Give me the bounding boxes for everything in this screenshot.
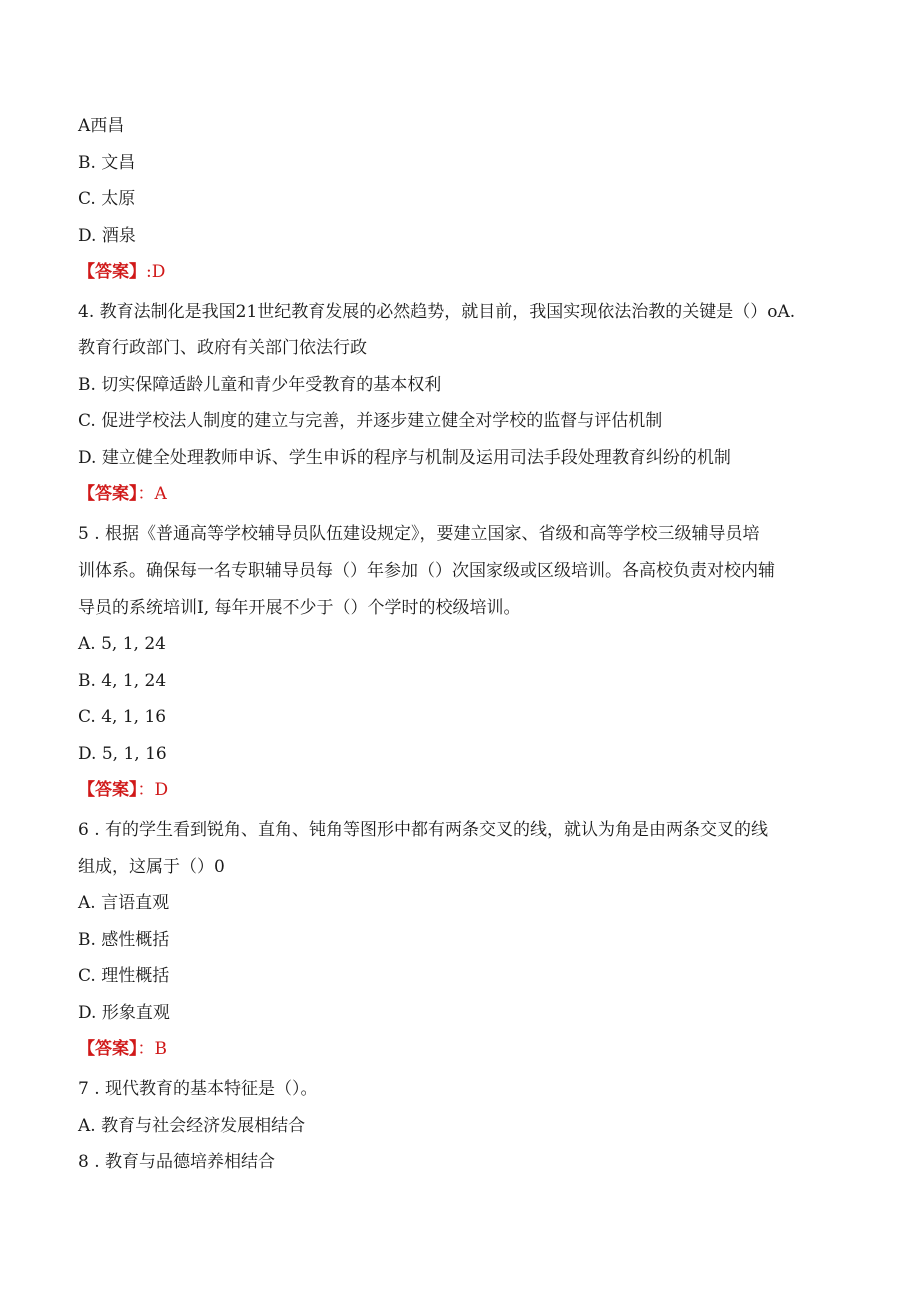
option-c-q6: C. 理性概括 [78,966,170,986]
question-6-line-1: 6 . 有的学生看到锐角、直角、钝角等图形中都有两条交叉的线，就认为角是由两条交叉的线 [78,820,769,840]
question-5-line-1: 5 . 根据《普通高等学校辅导员队伍建设规定》，要建立国家、省级和高等学校三级辅导员培 [78,524,760,544]
answer-label: 【答案】 [78,262,146,282]
option-b-q6: B. 感性概括 [78,930,170,950]
option-c-q4: C. 促进学校法人制度的建立与完善，并逐步建立健全对学校的监督与评估机制 [78,411,663,431]
answer-q6 [78,1039,167,1059]
question-8-line-1: 8 . 教育与品德培养相结合 [78,1152,276,1172]
option-a-q5: A. 5, 1, 24 [78,634,166,654]
answer-label: 【答案】 [78,780,138,800]
question-6-line-2: 组成，这属于（）0 [78,857,225,877]
answer-q4 [78,484,167,504]
option-b-q4: B. 切实保障适龄儿童和青少年受教育的基本权利 [78,375,442,395]
option-b-q5: B. 4, 1, 24 [78,671,167,691]
question-7-line-1: 7 . 现代教育的基本特征是（）。 [78,1079,318,1099]
option-c-q3: C. 太原 [78,189,136,209]
option-d-q3: D. 酒泉 [78,226,136,246]
question-4-line-2: 教育行政部门、政府有关部门依法行政 [78,338,367,358]
option-c-q5: C. 4, 1, 16 [78,707,167,727]
answer-q5 [78,780,168,800]
question-5-line-2: 训体系。确保每一名专职辅导员每（）年参加（）次国家级或区级培训。各高校负责对校内辅 [78,561,775,581]
option-d-q6: D. 形象直观 [78,1003,170,1023]
option-d-q5: D. 5, 1, 16 [78,744,167,764]
option-a-q7: A. 教育与社会经济发展相结合 [78,1116,306,1136]
answer-label: 【答案】 [78,484,138,504]
question-5-line-3: 导员的系统培训I, 每年开展不少于（）个学时的校级培训。 [78,598,521,618]
option-a-q6: A. 言语直观 [78,893,170,913]
answer-value: ：D [137,780,169,800]
option-b-q3: B. 文昌 [78,153,136,173]
answer-value: :D [146,262,166,282]
question-4-line-1: 4. 教育法制化是我国21世纪教育发展的必然趋势，就目前，我国实现依法治教的关键是（）oA. [78,302,796,322]
answer-value: ：B [137,1039,167,1059]
answer-label: 【答案】 [78,1039,138,1059]
answer-value: ：A [137,484,167,504]
option-a-q3: A西昌 [78,116,125,136]
answer-q3 [78,262,165,282]
option-d-q4: D. 建立健全处理教师申诉、学生申诉的程序与机制及运用司法手段处理教育纠纷的机制 [78,448,731,468]
